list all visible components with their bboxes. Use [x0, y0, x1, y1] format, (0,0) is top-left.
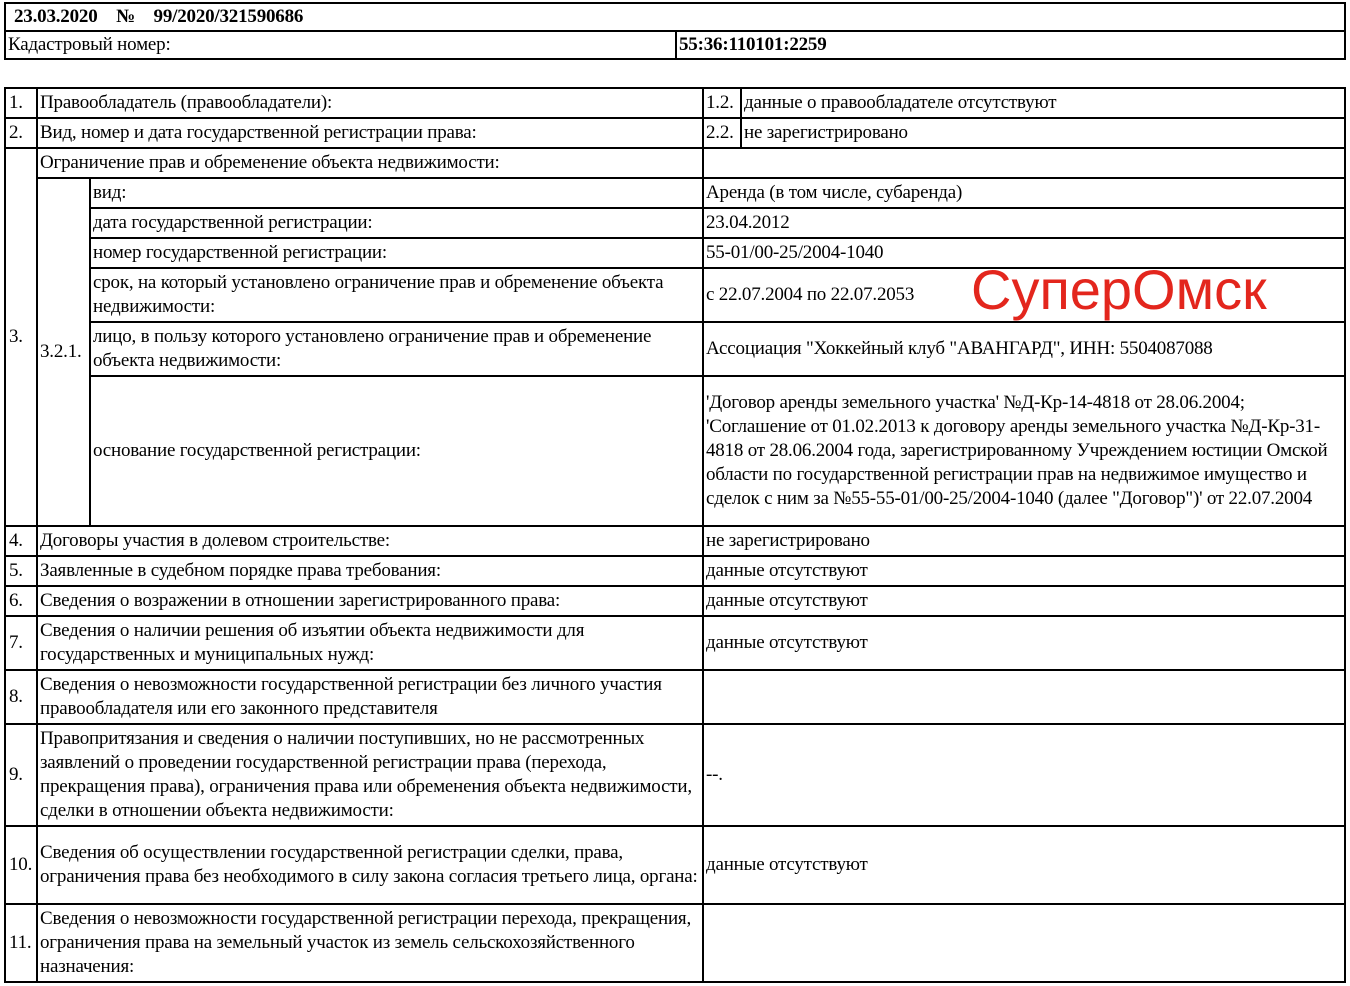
sub-label: срок, на который установлено ограничение прав и обременение объекта недвижимости: — [90, 268, 703, 322]
row-label: Сведения о наличии решения об изъятии объекта недвижимости для государственных и муниципальных нужд: — [37, 616, 703, 670]
table-row — [5, 208, 1345, 238]
table-row — [5, 556, 1345, 586]
sub-value: 'Договор аренды земельного участка' №Д-Кр-14-4818 от 28.06.2004; 'Соглашение от 01.02.2013 к договору аренды земельного участка №Д-Кр-31-4818 от 28.06.2004 года, зарегистрированному Учреждением юстиции Омской области по государственной регистрации прав на недвижимое имущество и сделок с ним за №55-55-01/00-25/2004-1040 (далее "Договор")' от 22.07.2004 — [703, 376, 1345, 526]
row-subnumber: 3.2.1. — [37, 178, 90, 526]
row-label: Сведения об осуществлении государственной регистрации сделки, права, ограничения права без необходимого в силу закона согласия третьего лица, органа: — [37, 826, 703, 904]
row-value: --. — [703, 724, 1345, 826]
sub-label: дата государственной регистрации: — [90, 208, 703, 238]
row-number: 6. — [5, 586, 37, 616]
row-number: 11. — [5, 904, 37, 982]
table-row — [5, 670, 1345, 724]
number-sign: № — [116, 6, 135, 27]
row-value: данные отсутствуют — [703, 586, 1345, 616]
row-number: 9. — [5, 724, 37, 826]
row-number: 10. — [5, 826, 37, 904]
sub-label: лицо, в пользу которого установлено ограничение прав и обременение объекта недвижимости: — [90, 322, 703, 376]
row-value: данные отсутствуют — [703, 826, 1345, 904]
row-subnumber: 1.2. — [703, 88, 741, 118]
watermark: СуперОмск — [971, 258, 1267, 321]
table-row — [5, 826, 1345, 904]
row-label: Вид, номер и дата государственной регистрации права: — [37, 118, 703, 148]
row-number: 4. — [5, 526, 37, 556]
sub-label: основание государственной регистрации: — [90, 376, 703, 526]
sub-value: Ассоциация "Хоккейный клуб "АВАНГАРД", ИНН: 5504087088 — [703, 322, 1345, 376]
table-row — [5, 586, 1345, 616]
table-row — [5, 616, 1345, 670]
row-value — [703, 148, 1345, 178]
row-value — [703, 904, 1345, 982]
row-label: Заявленные в судебном порядке права требования: — [37, 556, 703, 586]
sub-value: Аренда (в том числе, субаренда) — [703, 178, 1345, 208]
row-label: Договоры участия в долевом строительстве: — [37, 526, 703, 556]
extract-date-number — [5, 3, 1345, 31]
cadastral-label: Кадастровый номер: — [5, 31, 676, 59]
table-row — [5, 118, 1345, 148]
table-row — [5, 526, 1345, 556]
sub-value: с 22.07.2004 по 22.07.2053 — [703, 268, 1345, 322]
row-label: Правообладатель (правообладатели): — [37, 88, 703, 118]
row-label: Ограничение прав и обременение объекта недвижимости: — [37, 148, 703, 178]
row-label: Сведения о возражении в отношении зарегистрированного права: — [37, 586, 703, 616]
row-value — [703, 670, 1345, 724]
table-row — [5, 724, 1345, 826]
sub-value: 55-01/00-25/2004-1040 — [703, 238, 1345, 268]
row-label: Сведения о невозможности государственной регистрации без личного участия правообладателя или его законного представителя — [37, 670, 703, 724]
row-value: данные о правообладателе отсутствуют — [741, 88, 1345, 118]
header-table — [4, 2, 1346, 60]
cadastral-value: 55:36:110101:2259 — [676, 31, 1345, 59]
row-number: 5. — [5, 556, 37, 586]
row-value: данные отсутствуют — [703, 556, 1345, 586]
row-number: 1. — [5, 88, 37, 118]
table-row — [5, 88, 1345, 118]
row-number: 2. — [5, 118, 37, 148]
row-value: не зарегистрировано — [703, 526, 1345, 556]
table-row — [5, 178, 1345, 208]
sub-label: номер государственной регистрации: — [90, 238, 703, 268]
sub-label: вид: — [90, 178, 703, 208]
extract-date: 23.03.2020 — [14, 6, 98, 27]
sub-value: 23.04.2012 — [703, 208, 1345, 238]
row-number: 3. — [5, 148, 37, 526]
extract-number: 99/2020/321590686 — [153, 6, 304, 27]
row-subnumber: 2.2. — [703, 118, 741, 148]
row-label: Правопритязания и сведения о наличии поступивших, но не рассмотренных заявлений о проведении государственной регистрации права (перехода, прекращения права), ограничения права или обременения объекта недвижимости, сделки в отношении объекта недвижимости: — [37, 724, 703, 826]
table-row — [5, 376, 1345, 526]
row-value: не зарегистрировано — [741, 118, 1345, 148]
rights-table — [4, 87, 1346, 983]
row-number: 8. — [5, 670, 37, 724]
table-row — [5, 904, 1345, 982]
row-value: данные отсутствуют — [703, 616, 1345, 670]
row-label: Сведения о невозможности государственной регистрации перехода, прекращения, ограничения права на земельный участок из земель сельскохозяйственного назначения: — [37, 904, 703, 982]
row-number: 7. — [5, 616, 37, 670]
table-row — [5, 148, 1345, 178]
table-row — [5, 322, 1345, 376]
